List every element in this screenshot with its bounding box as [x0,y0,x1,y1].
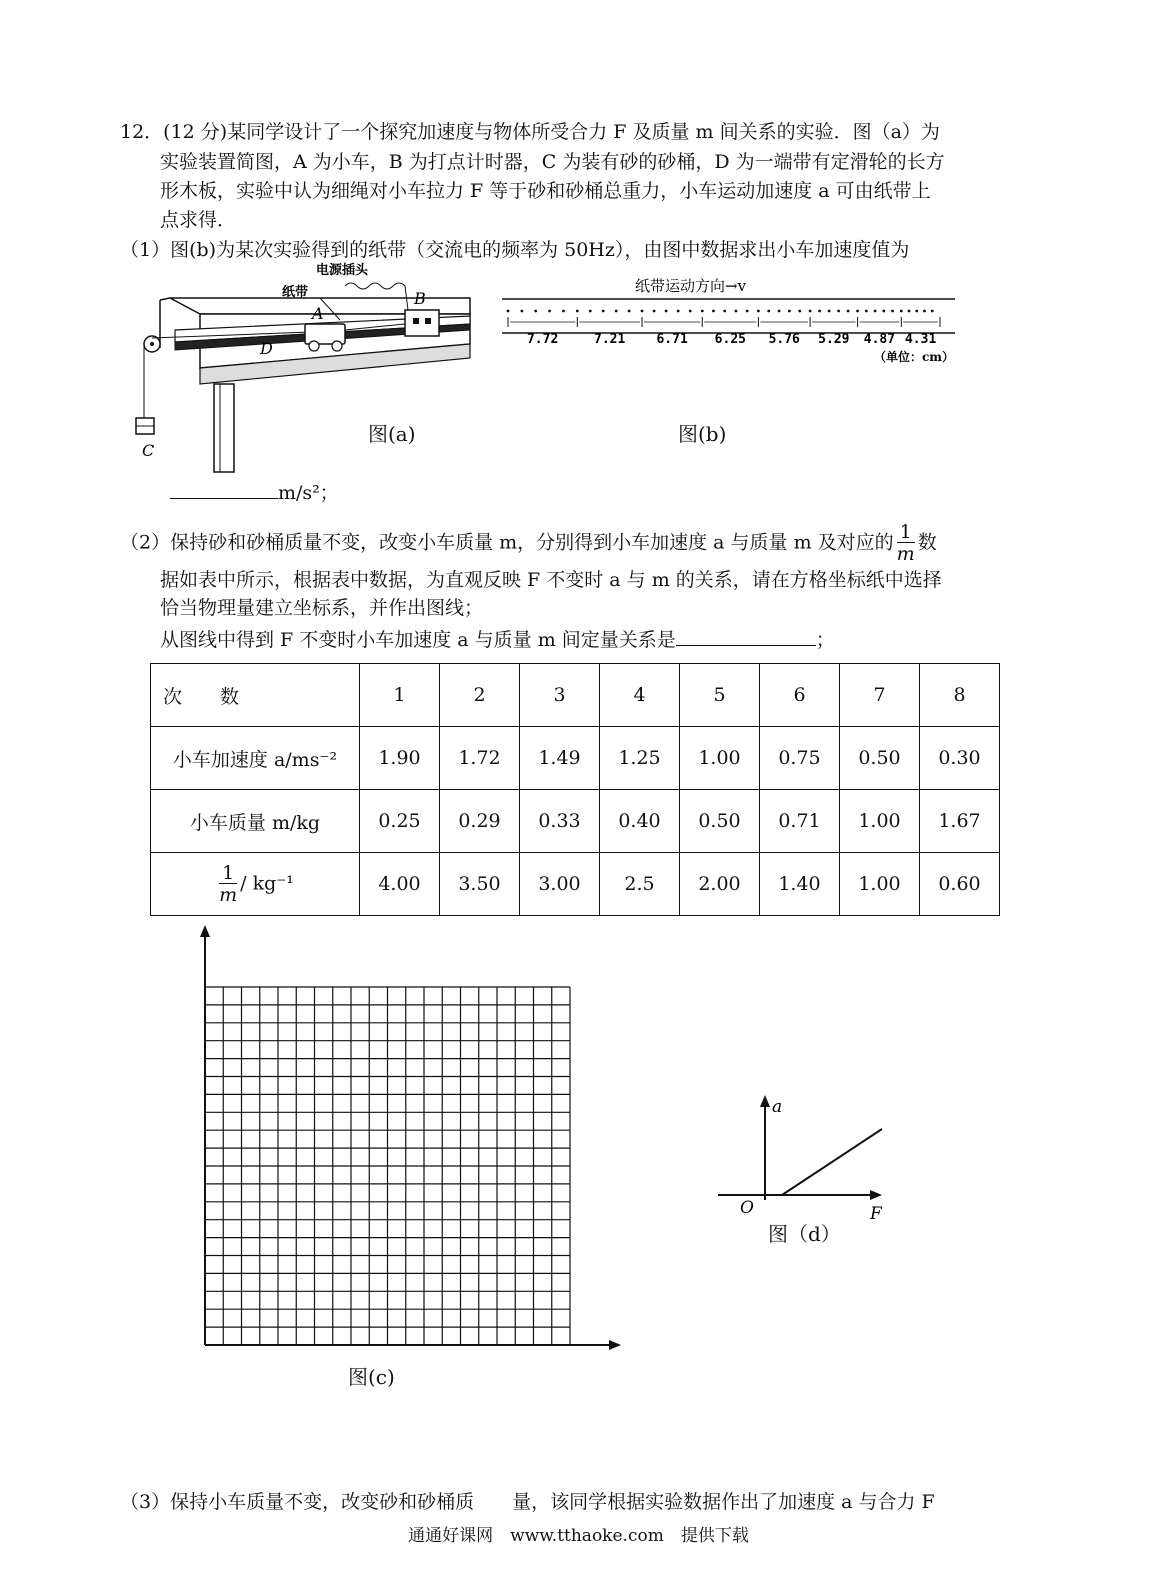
tape-dot [931,310,934,313]
question-line-3: 形木板，实验中认为细绳对小车拉力 F 等于砂和砂桶总重力，小车运动加速度 a 可由纸带上 [160,180,931,202]
trial-cell: 5 [680,664,760,727]
mass-cell: 0.40 [600,790,680,853]
trial-cell: 1 [360,664,440,727]
inv-mass-cell: 0.60 [920,853,1000,916]
figure-c-graph-paper[interactable] [195,925,625,1360]
inv-mass-cell: 1.00 [840,853,920,916]
inv-mass-cell: 3.00 [520,853,600,916]
inv-mass-cell: 2.5 [600,853,680,916]
fig-d-x-label: F [870,1204,882,1224]
mass-cell: 0.29 [440,790,520,853]
figure-d-caption: 图（d） [768,1222,841,1246]
table-row-trials [151,664,1000,727]
tape-dot [874,310,877,313]
label-d: D [260,339,273,358]
tape-dot [900,310,903,313]
inv-mass-unit: / kg⁻¹ [240,872,294,894]
mass-row-label: 小车质量 m/kg [151,790,360,853]
trial-cell: 8 [920,664,1000,727]
tape-dot [628,310,631,313]
mass-cell: 1.67 [920,790,1000,853]
tape-dot [534,310,537,313]
tape-dot [701,310,704,313]
part2-line-1 [120,522,937,565]
tape-dot [923,310,926,313]
part2-line4-text: 从图线中得到 F 不变时小车加速度 a 与质量 m 间定量关系是 [160,629,676,651]
part1-answer-line [170,478,339,505]
tape-dot [562,310,565,313]
accel-row-label: 小车加速度 a/ms⁻² [151,727,360,790]
tape-dot [915,310,918,313]
a-f-line [782,1129,882,1195]
footer: 通通好课网 www.tthaoke.com 提供下载 [408,1526,749,1546]
question-line-1: 12．(12 分)某同学设计了一个探究加速度与物体所受合力 F 及质量 m 间关系的实验．图（a）为 [120,121,940,143]
accel-cell: 0.75 [760,727,840,790]
tape-segment-label: 7.72 [526,332,559,347]
label-a: A [312,304,324,323]
part3-text: （3）保持小车质量不变，改变砂和砂桶质 量，该同学根据实验数据作出了加速度 a 与合力 F [120,1491,935,1513]
tape-dot [548,310,551,313]
tape-dot [735,310,738,313]
figure-b-caption: 图(b) [678,422,727,446]
tape-dot [520,310,523,313]
fig-d-origin: O [740,1198,754,1218]
tape-segment-label: 6.71 [656,332,688,347]
tape-dot [809,310,812,313]
tape-dot [757,310,760,313]
figure-a-apparatus [130,258,500,483]
inv-frac-den: m [219,883,238,906]
tape-dot [641,310,644,313]
tape-segment-label: 5.76 [768,332,800,347]
tape-dot [507,310,510,313]
figure-c-caption: 图(c) [348,1365,395,1389]
part2-line4-end: ； [815,629,835,651]
trial-cell: 6 [760,664,840,727]
table-row-inverse-mass [151,853,1000,916]
part2-line1-b: 数 [917,531,937,554]
graph-x-arrow [609,1340,621,1350]
tape-direction-label: 纸带运动方向→v [635,277,747,295]
tape-dot [602,310,605,313]
tape-dot [788,310,791,313]
tape-dot [856,310,859,313]
tape-segment-label: 4.87 [863,332,896,347]
inv-mass-row-label [151,853,360,916]
accel-cell: 1.00 [680,727,760,790]
tape-dot [847,310,850,313]
inv-mass-cell: 3.50 [440,853,520,916]
mass-cell: 0.71 [760,790,840,853]
tape-dot [828,310,831,313]
accel-cell: 1.25 [600,727,680,790]
question-line-2: 实验装置简图，A 为小车，B 为打点计时器，C 为装有砂的砂桶，D 为一端带有定滑轮的长方 [160,151,945,173]
tape-label: 纸带 [282,285,309,300]
tape-segment-label: 4.31 [904,332,937,347]
trial-cell: 7 [840,664,920,727]
tape-dot [723,310,726,313]
trial-cell: 2 [440,664,520,727]
accel-cell: 1.49 [520,727,600,790]
part2-line1-a: （2）保持砂和砂桶质量不变，改变小车质量 m，分别得到小车加速度 a 与质量 m 及对应的 [120,531,894,554]
question-line-4: 点求得． [160,209,237,231]
table-header-label: 次 数 [151,664,360,727]
trial-cell: 4 [600,664,680,727]
tape-dot [818,310,821,313]
tape-dot [746,310,749,313]
part1-unit: m/s²； [278,482,339,504]
table-row-mass [151,790,1000,853]
tape-segment-label: 7.21 [594,332,626,347]
part1-text: （1）图(b)为某次实验得到的纸带（交流电的频率为 50Hz），由图中数据求出小车加速度值为 [120,239,910,261]
inv-mass-cell: 4.00 [360,853,440,916]
tape-dot [767,310,770,313]
table-row-acceleration [151,727,1000,790]
accel-cell: 1.90 [360,727,440,790]
tape-segment-label: 5.29 [818,332,850,347]
accel-cell: 0.30 [920,727,1000,790]
tape-unit-label: （单位：cm） [874,350,955,364]
mass-cell: 0.25 [360,790,440,853]
data-table [150,663,1000,916]
tape-dot [865,310,868,313]
tape-segment-label: 6.25 [714,332,746,347]
tape-dot [778,310,781,313]
inv-mass-fraction [219,863,237,906]
part2-line-4 [160,625,835,652]
power-plug-label: 电源插头 [316,263,369,278]
mass-cell: 1.00 [840,790,920,853]
tape-dot [882,310,885,313]
tape-dot [589,310,592,313]
tape-dot [653,310,656,313]
fig-d-y-label: a [772,1097,783,1117]
tape-dot [615,310,618,313]
tape-dot [908,310,911,313]
part2-line-3: 恰当物理量建立坐标系，并作出图线； [160,597,484,619]
tape-dot [677,310,680,313]
part2-frac-den: m [896,543,915,565]
label-b: B [414,289,426,308]
tape-dot [689,310,692,313]
accel-cell: 1.72 [440,727,520,790]
tape-dot [798,310,801,313]
mass-cell: 0.50 [680,790,760,853]
part2-frac-num: 1 [897,522,915,543]
part2-fraction [897,522,915,565]
figure-a-caption: 图(a) [368,422,416,446]
graph-y-arrow [200,925,210,937]
label-c: C [142,441,155,460]
answer-blank-2[interactable] [676,625,816,646]
inv-mass-cell: 2.00 [680,853,760,916]
figure-d-graph [710,1095,910,1225]
part2-line-2: 据如表中所示，根据表中数据，为直观反映 F 不变时 a 与 m 的关系，请在方格坐标纸中选择 [160,569,942,591]
tape-dot [712,310,715,313]
trial-cell: 3 [520,664,600,727]
mass-cell: 0.33 [520,790,600,853]
inv-mass-cell: 1.40 [760,853,840,916]
tape-dot [665,310,668,313]
accel-cell: 0.50 [840,727,920,790]
figure-b-tape [500,275,960,370]
tape-dot [891,310,894,313]
tape-dot [576,310,579,313]
inv-frac-num: 1 [219,863,237,884]
tape-dot [837,310,840,313]
answer-blank-1[interactable] [170,478,278,499]
